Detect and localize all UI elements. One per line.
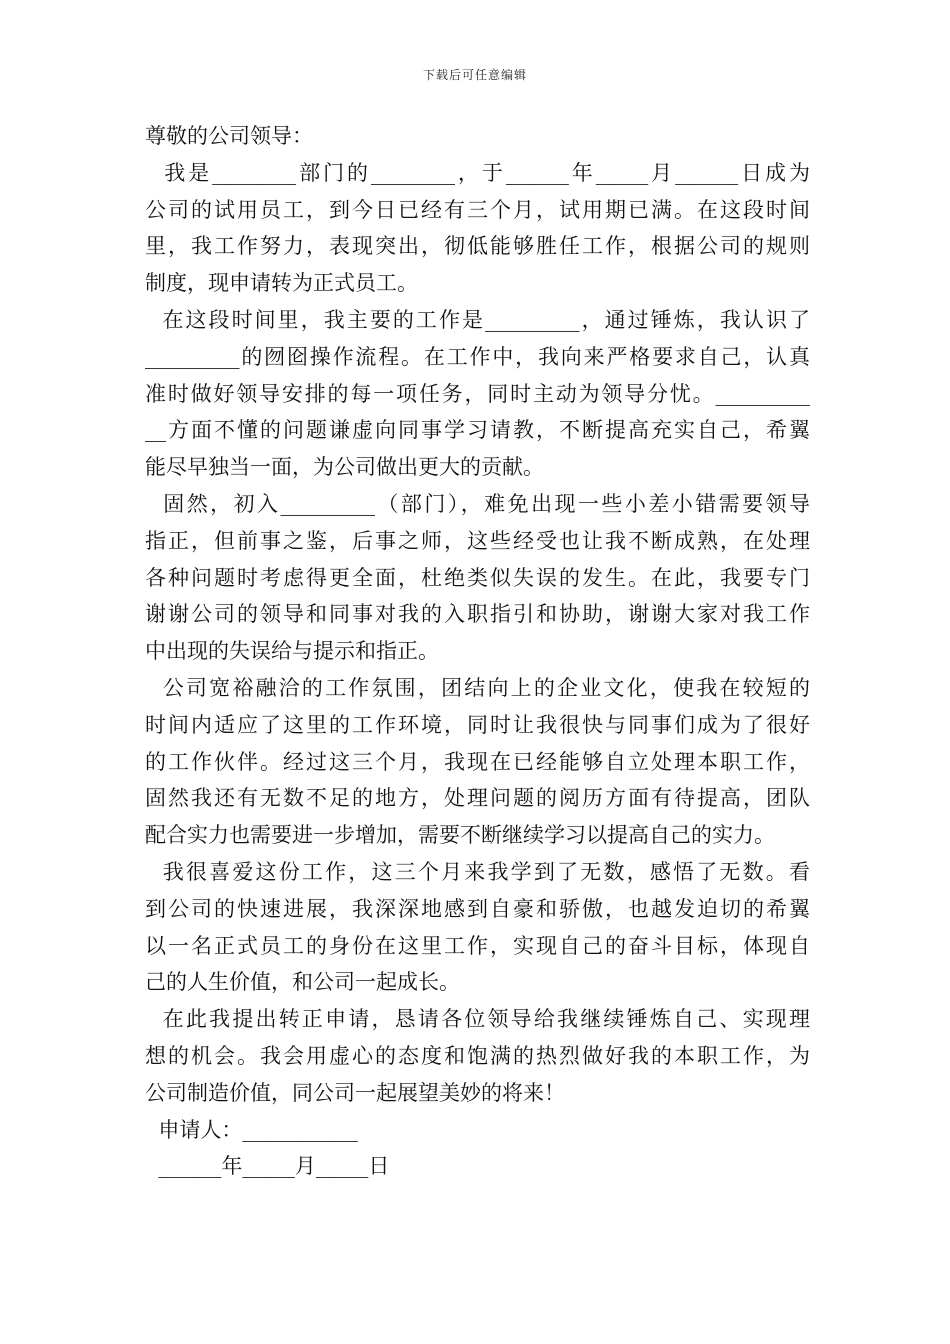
paragraph-line: _________的囫囵操作流程。在工作中，我向来严格要求自己，认真 [145, 344, 810, 369]
paragraph-line: 想的机会。我会用虚心的态度和饱满的热烈做好我的本职工作，为 [145, 1043, 810, 1068]
paragraph-line: 在这段时间里，我主要的工作是_________，通过锤炼，我认识了 [145, 307, 810, 332]
paragraph-line: 己的人生价值，和公司一起成长。 [145, 970, 460, 995]
paragraph-line: 能尽早独当一面，为公司做出更大的贡献。 [145, 455, 544, 480]
paragraph-line: 到公司的快速进展，我深深地感到自豪和骄傲，也越发迫切的希翼 [145, 896, 810, 921]
paragraph-line: 时间内适应了这里的工作环境，同时让我很快与同事们成为了很好 [145, 712, 810, 737]
paragraph-line: 谢谢公司的领导和同事对我的入职指引和协助，谢谢大家对我工作 [145, 602, 810, 627]
applicant-line: 申请人：___________ [145, 1117, 358, 1142]
paragraph-line: 我很喜爱这份工作，这三个月来我学到了无数，感悟了无数。看 [145, 859, 810, 884]
paragraph-line: 固然，初入_________（部门），难免出现一些小差小错需要领导 [145, 491, 810, 516]
letter-body [145, 118, 810, 1185]
paragraph-line: 公司的试用员工，到今日已经有三个月，试用期已满。在这段时间 [145, 197, 810, 222]
salutation: 尊敬的公司领导： [145, 124, 313, 148]
paragraph-line: 制度，现申请转为正式员工。 [145, 271, 418, 296]
header-note: 下载后可任意编辑 [422, 68, 527, 82]
paragraph-line: 在此我提出转正申请，恳请各位领导给我继续锤炼自己、实现理 [145, 1007, 810, 1032]
paragraph-line: 准时做好领导安排的每一项任务，同时主动为领导分忧。_________ [145, 381, 810, 406]
paragraph-line: __方面不懂的问题谦虚向同事学习请教，不断提高充实自己，希翼 [145, 418, 810, 443]
paragraph-line: 公司宽裕融洽的工作氛围，团结向上的企业文化，使我在较短的 [145, 675, 810, 700]
paragraph-line: 固然我还有无数不足的地方，处理问题的阅历方面有待提高，团队 [145, 786, 810, 811]
paragraph-line: 配合实力也需要进一步增加，需要不断继续学习以提高自己的实力。 [145, 823, 775, 848]
paragraph-line: 以一名正式员工的身份在这里工作，实现自己的奋斗目标，体现自 [145, 933, 810, 958]
date-line: ______年_____月_____日 [145, 1154, 390, 1179]
paragraph-line: 我是________部门的________，于______年_____月______日成为 [145, 160, 810, 185]
paragraph-line: 各种问题时考虑得更全面，杜绝类似失误的发生。在此，我要专门 [145, 565, 810, 590]
paragraph-line: 中出现的失误给与提示和指正。 [145, 639, 439, 664]
paragraph-line: 的工作伙伴。经过这三个月，我现在已经能够自立处理本职工作， [145, 749, 810, 774]
paragraph-line: 公司制造价值，同公司一起展望美妙的将来！ [145, 1080, 565, 1105]
paragraph-line: 里，我工作努力，表现突出，彻低能够胜任工作，根据公司的规则 [145, 234, 810, 259]
paragraph-line: 指正，但前事之鉴，后事之师，这些经受也让我不断成熟，在处理 [145, 528, 810, 553]
